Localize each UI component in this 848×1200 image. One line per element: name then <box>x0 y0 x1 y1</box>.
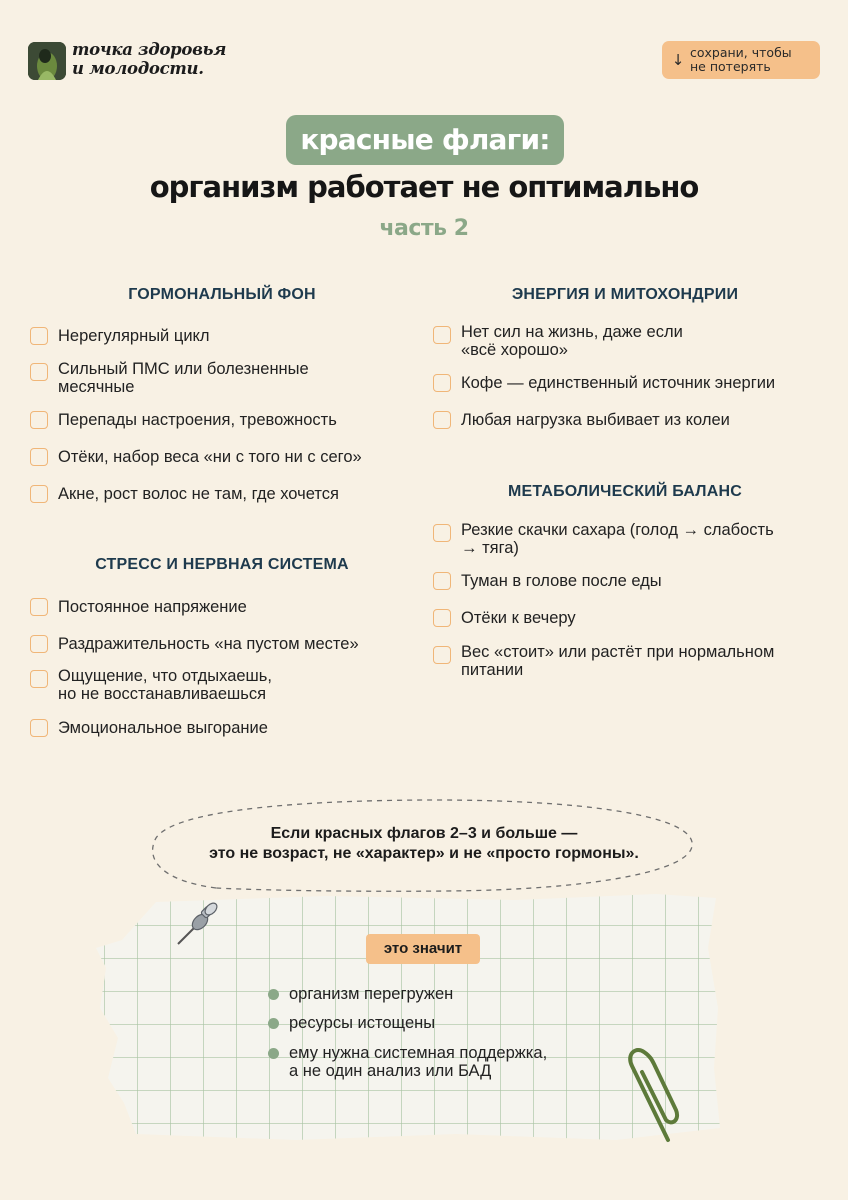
item-text-cont: месячные <box>58 378 135 396</box>
save-reminder-badge <box>662 41 820 79</box>
checklist-item <box>30 448 362 466</box>
checklist-item <box>30 327 210 345</box>
checkbox[interactable] <box>433 609 451 627</box>
item-text: Любая нагрузка выбивает из колеи <box>461 411 730 429</box>
checkbox[interactable] <box>30 719 48 737</box>
bullet-text: ему нужна системная поддержка, <box>289 1044 548 1062</box>
checkbox[interactable] <box>30 327 48 345</box>
paper-clip-icon <box>618 1044 684 1148</box>
section-title-hormonal: ГОРМОНАЛЬНЫЙ ФОН <box>128 286 316 303</box>
item-text: Ощущение, что отдыхаешь, <box>58 667 272 685</box>
arrow-down-icon: ↓ <box>671 51 685 69</box>
checklist-item <box>433 323 683 359</box>
checkbox[interactable] <box>433 524 451 542</box>
item-text: Постоянное напряжение <box>58 598 247 616</box>
bullet-text-cont: а не один анализ или БАД <box>289 1062 492 1080</box>
section-title-stress: СТРЕСС И НЕРВНАЯ СИСТЕМА <box>95 556 349 573</box>
item-text-cont: → тяга) <box>461 539 519 557</box>
item-text: Отёки, набор веса «ни с того ни с сего» <box>58 448 362 466</box>
item-text: Вес «стоит» или растёт при нормальном <box>461 643 775 661</box>
save-line-2: не потерять <box>690 59 771 74</box>
checklist-item <box>433 411 730 429</box>
item-text: Раздражительность «на пустом месте» <box>58 635 359 653</box>
title-pill: красные флаги: <box>286 115 564 165</box>
checklist-item <box>433 643 774 679</box>
checklist-item <box>30 411 337 429</box>
checklist-item <box>30 485 339 503</box>
bullet-dot <box>268 989 279 1000</box>
bullet-text: ресурсы истощены <box>289 1014 436 1032</box>
item-text: Резкие скачки сахара (голод → слабость <box>461 521 774 539</box>
checkbox[interactable] <box>30 670 48 688</box>
checkbox[interactable] <box>30 363 48 381</box>
bullet-text: организм перегружен <box>289 985 454 1003</box>
checkbox[interactable] <box>433 326 451 344</box>
item-text: Отёки к вечеру <box>461 609 576 627</box>
item-text: Сильный ПМС или болезненные <box>58 360 309 378</box>
item-text-cont: питании <box>461 661 524 679</box>
checklist-item <box>30 667 272 703</box>
checklist-item <box>30 719 268 737</box>
checkbox[interactable] <box>30 448 48 466</box>
checklist-item <box>433 609 576 627</box>
item-text: Перепады настроения, тревожность <box>58 411 337 429</box>
item-text: Эмоциональное выгорание <box>58 719 268 737</box>
item-text: Нерегулярный цикл <box>58 327 210 345</box>
checkbox[interactable] <box>30 635 48 653</box>
logo-avatar <box>28 42 66 80</box>
item-text-cont: но не восстанавливаешься <box>58 685 267 703</box>
item-text: Нет сил на жизнь, даже если <box>461 323 683 341</box>
checkbox[interactable] <box>433 374 451 392</box>
note-line-2: это не возраст, не «характер» и не «просто гормоны». <box>209 845 639 862</box>
brand-name <box>72 40 226 78</box>
checklist-item <box>30 360 309 396</box>
bullet-dot <box>268 1018 279 1029</box>
page-title: организм работает не оптимально <box>149 170 699 204</box>
push-pin-icon <box>170 900 222 952</box>
list-item <box>268 1044 547 1080</box>
checkbox[interactable] <box>433 572 451 590</box>
note-line-1: Если красных флагов 2–3 и больше — <box>270 825 578 842</box>
checkbox[interactable] <box>433 646 451 664</box>
brand-line-1: точка здоровья <box>72 40 227 59</box>
item-text: Кофе — единственный источник энергии <box>461 374 776 392</box>
bullet-dot <box>268 1048 279 1059</box>
save-line-1: сохрани, чтобы <box>690 45 792 60</box>
checkbox[interactable] <box>30 485 48 503</box>
checklist-item <box>433 521 774 557</box>
list-item <box>268 1014 435 1032</box>
meaning-badge: это значит <box>366 934 480 964</box>
checkbox[interactable] <box>30 598 48 616</box>
checklist-item <box>433 572 662 590</box>
checkbox[interactable] <box>30 411 48 429</box>
section-title-energy: ЭНЕРГИЯ И МИТОХОНДРИИ <box>511 286 739 303</box>
page-subtitle: часть 2 <box>379 216 469 241</box>
checkbox[interactable] <box>433 411 451 429</box>
item-text: Акне, рост волос не там, где хочется <box>58 485 339 503</box>
checklist-item <box>30 635 359 653</box>
section-title-metabolic: МЕТАБОЛИЧЕСКИЙ БАЛАНС <box>507 483 742 500</box>
checklist-item <box>433 374 775 392</box>
item-text: Туман в голове после еды <box>461 572 662 590</box>
item-text-cont: «всё хорошо» <box>461 341 568 359</box>
red-flags-note <box>0 824 848 864</box>
brand-line-2: и молодости. <box>72 59 204 78</box>
checklist-item <box>30 598 247 616</box>
list-item <box>268 985 453 1003</box>
